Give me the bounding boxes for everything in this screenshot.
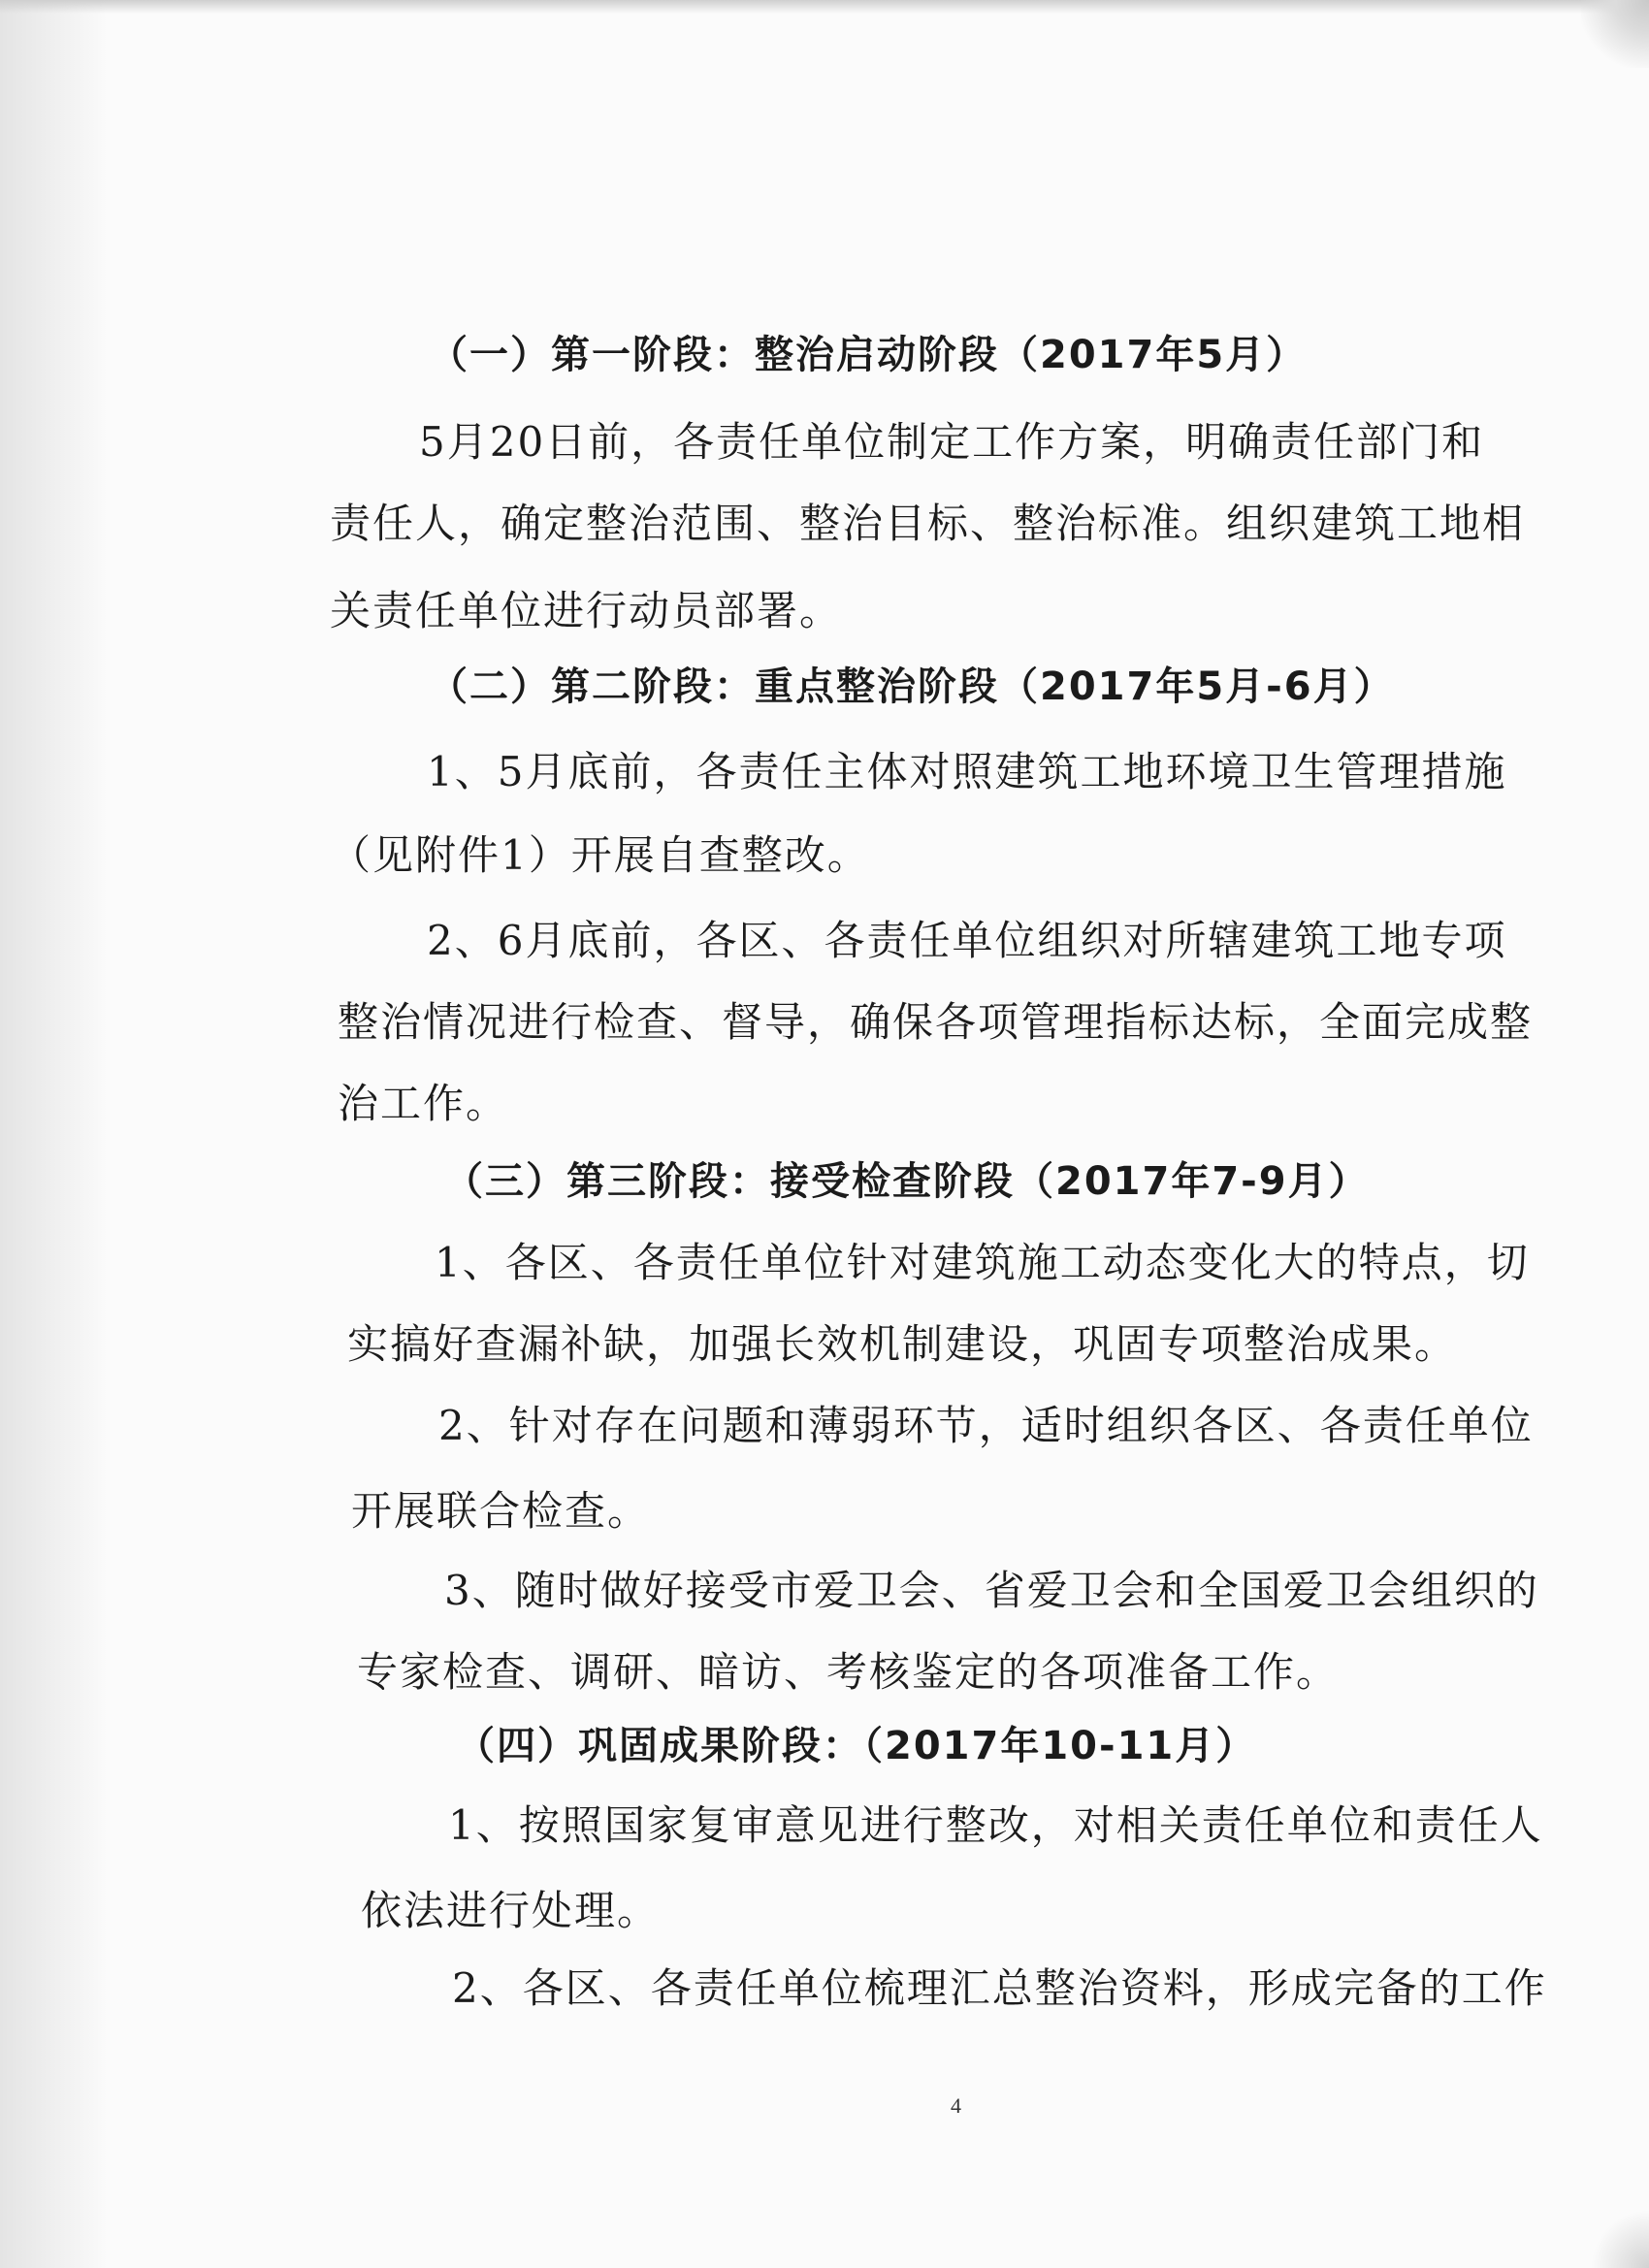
paragraph-line: 开展联合检查。 xyxy=(351,1487,651,1535)
page-number: 4 xyxy=(951,2093,961,2118)
paragraph-line: 2、6月底前，各区、各责任单位组织对所辖建筑工地专项 xyxy=(427,917,1507,964)
paragraph-line: 依法进行处理。 xyxy=(361,1887,661,1934)
paragraph-line: 2、针对存在问题和薄弱环节，适时组织各区、各责任单位 xyxy=(438,1402,1534,1449)
paragraph-line: （见附件1）开展自查整改。 xyxy=(330,831,870,879)
paragraph-line: 5月20日前，各责任单位制定工作方案，明确责任部门和 xyxy=(419,418,1485,466)
paragraph-line: 1、5月底前，各责任主体对照建筑工地环境卫生管理措施 xyxy=(427,748,1507,795)
section-heading-2: （二）第二阶段：重点整治阶段（2017年5月-6月） xyxy=(429,664,1395,709)
paragraph-line: 3、随时做好接受市爱卫会、省爱卫会和全国爱卫会组织的 xyxy=(444,1567,1539,1614)
paragraph-line: 1、各区、各责任单位针对建筑施工动态变化大的特点，切 xyxy=(435,1239,1530,1286)
paragraph-line: 治工作。 xyxy=(338,1080,509,1127)
paragraph-line: 整治情况进行检查、督导，确保各项管理指标达标，全面完成整 xyxy=(338,998,1534,1046)
paragraph-line: 1、按照国家复审意见进行整改，对相关责任单位和责任人 xyxy=(448,1801,1543,1849)
paragraph-line: 关责任单位进行动员部署。 xyxy=(330,587,843,634)
section-heading-4: （四）巩固成果阶段：（2017年10-11月） xyxy=(456,1724,1257,1768)
paragraph-line: 实搞好查漏补缺，加强长效机制建设，巩固专项整治成果。 xyxy=(347,1320,1458,1368)
section-heading-1: （一）第一阶段：整治启动阶段（2017年5月） xyxy=(429,333,1308,377)
paragraph-line: 2、各区、各责任单位梳理汇总整治资料，形成完备的工作 xyxy=(452,1964,1547,2012)
section-heading-3: （三）第三阶段：接受检查阶段（2017年7-9月） xyxy=(444,1159,1370,1204)
paragraph-line: 专家检查、调研、暗访、考核鉴定的各项准备工作。 xyxy=(357,1648,1340,1696)
paragraph-line: 责任人，确定整治范围、整治目标、整治标准。组织建筑工地相 xyxy=(330,500,1526,547)
